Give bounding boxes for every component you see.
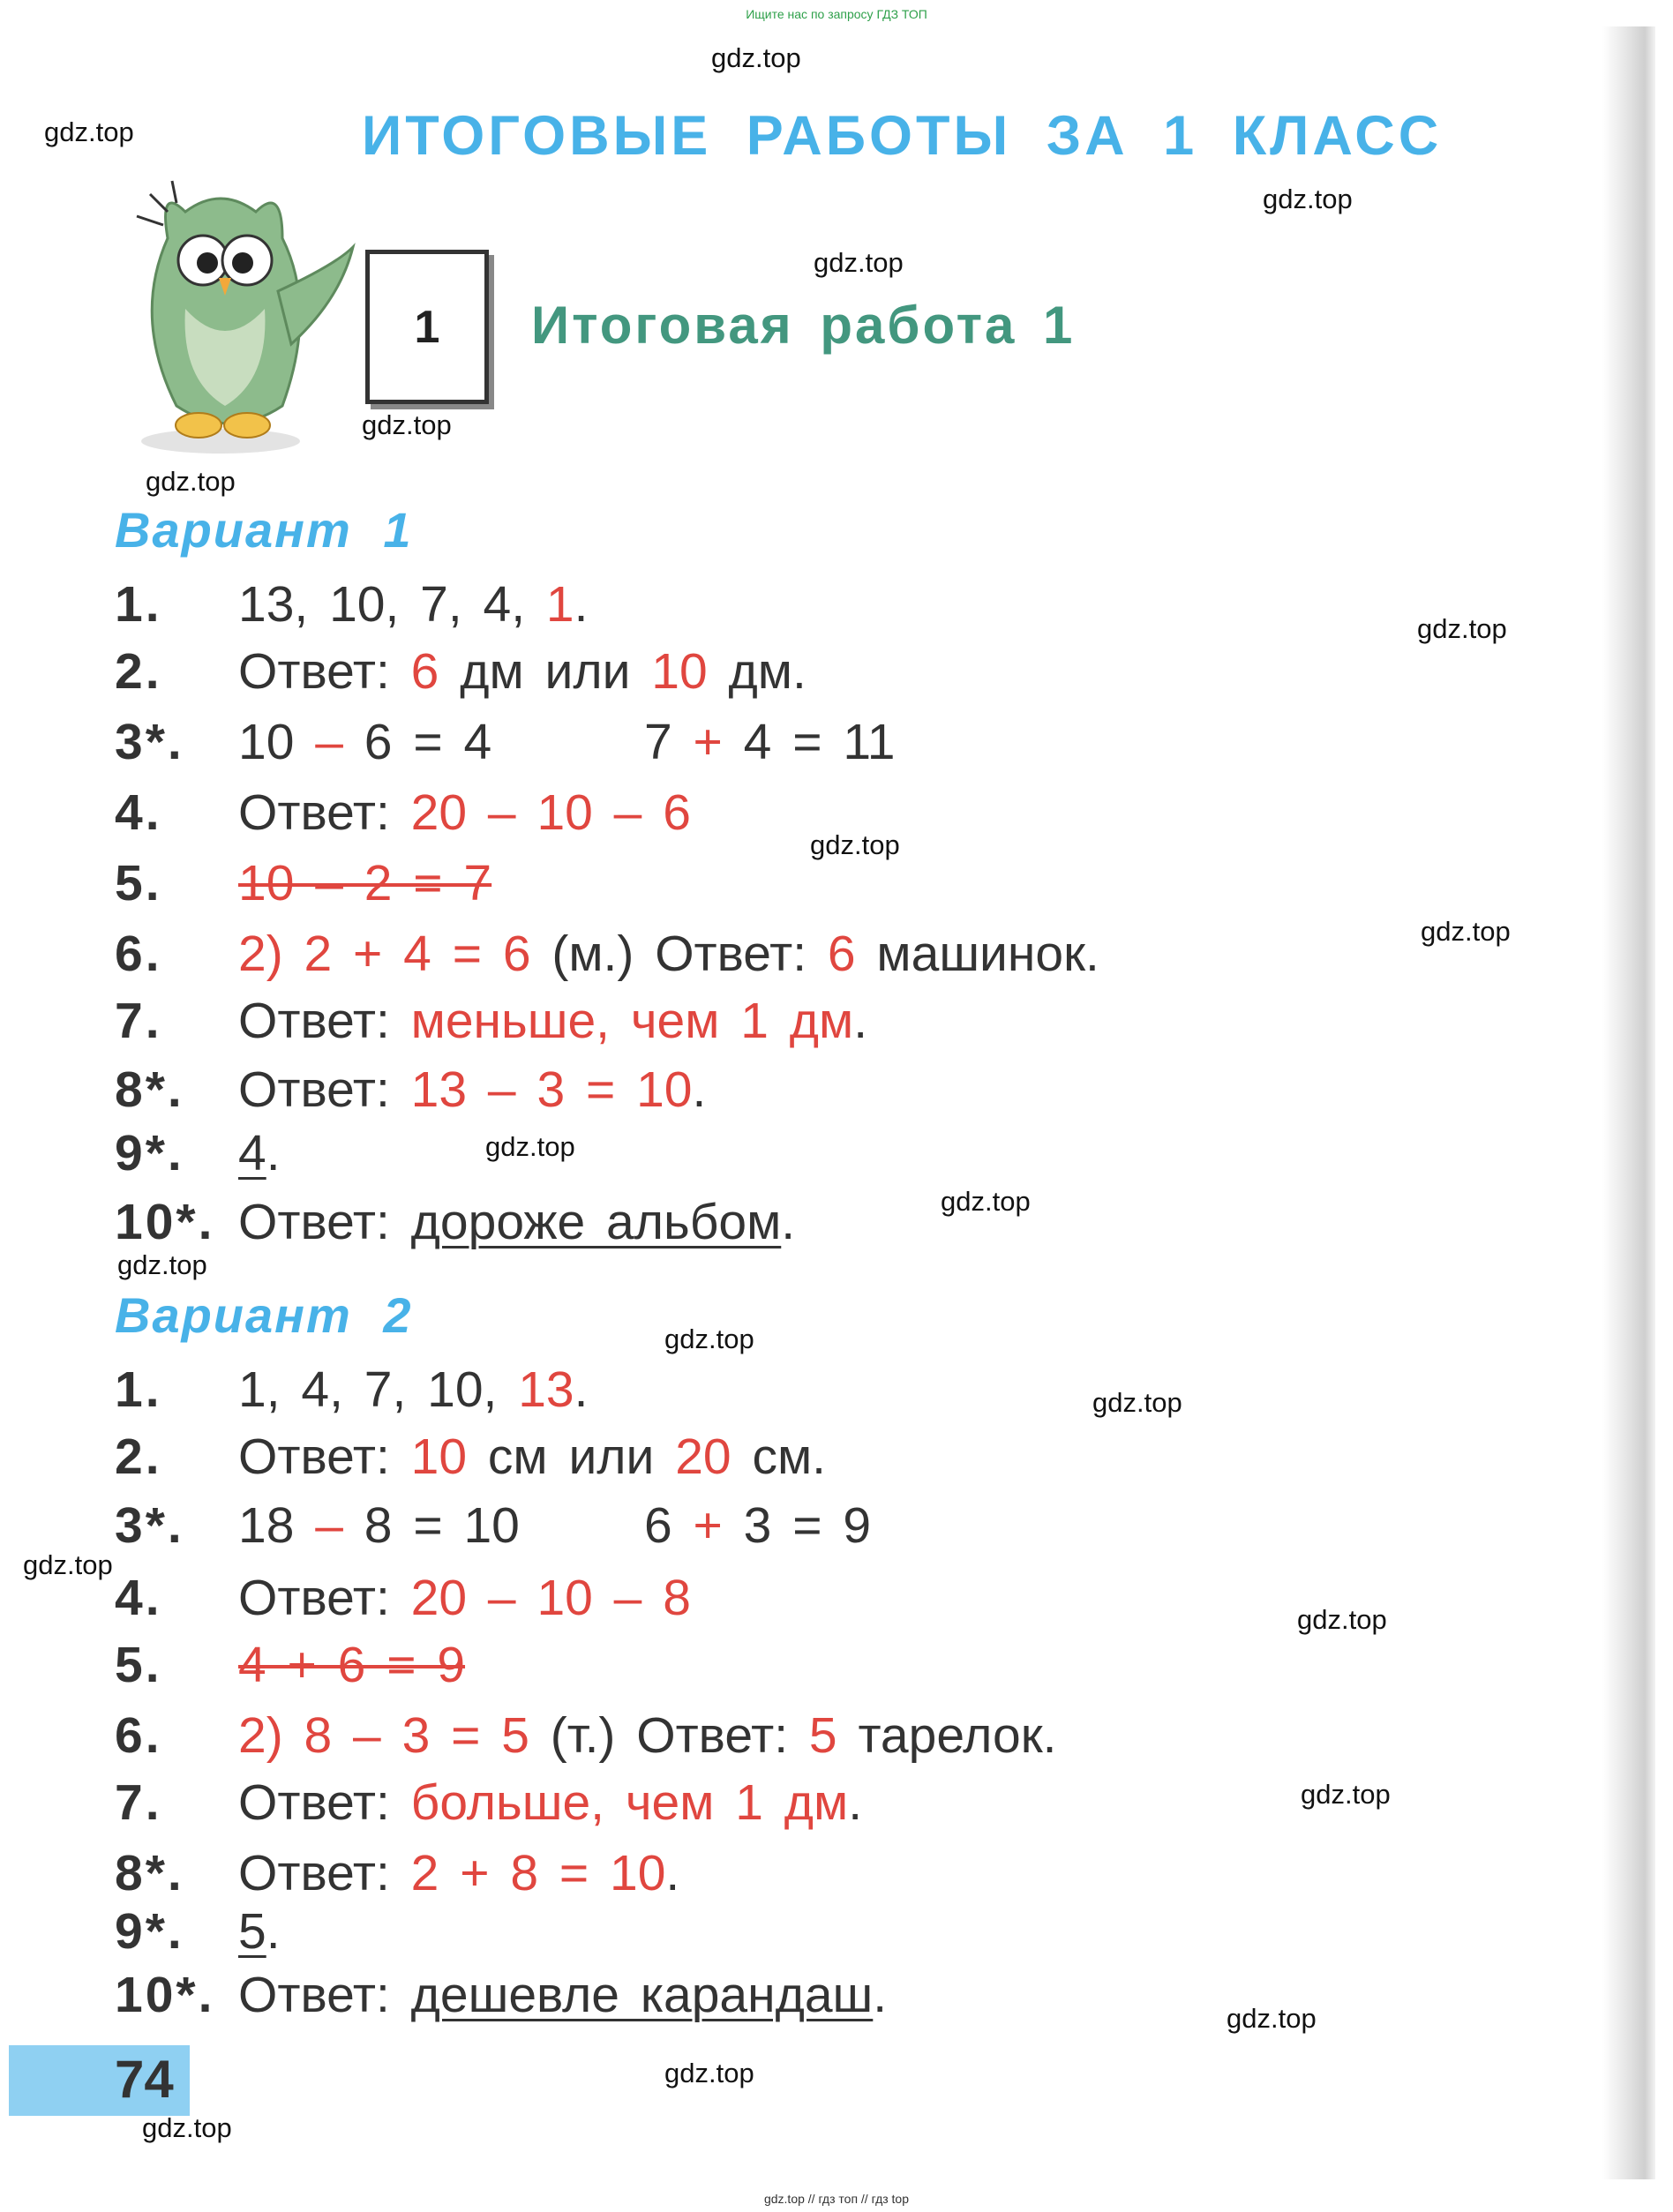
watermark: gdz.top: [146, 466, 236, 497]
answer-text: .: [781, 1194, 796, 1250]
answer-text: см.: [731, 1428, 826, 1485]
answer-text: дм или: [439, 643, 652, 700]
answer-value: 8 – 3 = 5: [282, 1707, 529, 1764]
page-title: ИТОГОВЫЕ РАБОТЫ ЗА 1 КЛАСС: [362, 105, 1443, 167]
answer-text: (м.) Ответ:: [530, 926, 828, 982]
answer-number: 5.: [115, 855, 162, 911]
answer-text: .: [873, 1967, 888, 2023]
answer-number: 9*.: [115, 1125, 184, 1181]
variant-2-title: Вариант 2: [115, 1287, 413, 1343]
answer-number: 3*.: [115, 1497, 184, 1554]
answer-text: 6: [644, 1497, 694, 1554]
answer-text: .: [848, 1774, 863, 1831]
answer-value: 6: [827, 926, 856, 982]
watermark: gdz.top: [664, 2058, 754, 2088]
watermark: gdz.top: [44, 116, 134, 147]
answer-strikethrough: 4 + 6 = 9: [238, 1637, 466, 1693]
watermark: gdz.top: [814, 247, 904, 278]
answer-number: 2.: [115, 643, 162, 700]
answer-text: дм.: [707, 643, 806, 700]
answer-number: 6.: [115, 926, 162, 982]
answer-text: 10: [238, 714, 316, 770]
watermark: gdz.top: [117, 1249, 207, 1280]
answer-value: 20: [675, 1428, 731, 1485]
answer-text: (т.) Ответ:: [529, 1707, 809, 1764]
answer-text: .: [692, 1061, 707, 1118]
answer-number: 7.: [115, 1774, 162, 1831]
watermark: gdz.top: [1092, 1387, 1182, 1418]
answer-text: 18: [238, 1497, 316, 1554]
watermark: gdz.top: [362, 409, 452, 440]
watermark: gdz.top: [810, 829, 900, 860]
answer-sign: +: [693, 1497, 723, 1554]
answer-text: 3 = 9: [722, 1497, 872, 1554]
answer-text: Ответ:: [238, 1774, 411, 1831]
answer-underlined: дороже альбом: [410, 1194, 782, 1250]
answer-text: тарелок.: [836, 1707, 1057, 1764]
watermark: gdz.top: [142, 2112, 232, 2143]
answer-number: 3*.: [115, 714, 184, 770]
answer-number: 1.: [115, 1361, 162, 1418]
watermark: gdz.top: [664, 1323, 754, 1354]
answer-number: 7.: [115, 993, 162, 1049]
page-number: 74: [115, 2050, 174, 2109]
answer-text: .: [266, 1903, 281, 1960]
work-number: 1: [414, 301, 440, 353]
watermark: gdz.top: [1297, 1604, 1387, 1635]
answer-value: 10: [410, 1428, 468, 1485]
watermark: gdz.top: [1421, 916, 1511, 947]
answer-text: 7: [644, 714, 694, 770]
answer-value: 2): [238, 1707, 283, 1764]
answer-value: 2 + 4 = 6: [282, 926, 531, 982]
answer-value: меньше, чем 1 дм: [410, 993, 854, 1049]
answer-number: 6.: [115, 1707, 162, 1764]
answer-number: 10*.: [115, 1194, 215, 1250]
answer-text: 8 = 10: [342, 1497, 520, 1554]
answer-value: 2 + 8 = 10: [410, 1845, 666, 1901]
answer-underlined: дешевле карандаш: [410, 1967, 874, 2023]
answer-text: Ответ:: [238, 1570, 411, 1626]
answer-number: 9*.: [115, 1903, 184, 1960]
answer-text: 13, 10, 7, 4,: [238, 576, 546, 633]
answer-underlined: 4: [238, 1125, 266, 1181]
answer-number: 5.: [115, 1637, 162, 1693]
answer-text: .: [665, 1845, 680, 1901]
watermark: gdz.top: [485, 1131, 575, 1162]
answer-value: 6: [410, 643, 439, 700]
answer-value: 13: [518, 1361, 574, 1418]
watermark: gdz.top: [1417, 613, 1507, 644]
answer-value: 2): [238, 926, 283, 982]
answer-text: .: [574, 1361, 589, 1418]
answer-text: Ответ:: [238, 1967, 411, 2023]
answer-value: 5: [808, 1707, 837, 1764]
answer-value: 10: [651, 643, 708, 700]
answer-text: Ответ:: [238, 1194, 411, 1250]
answer-text: Ответ:: [238, 784, 411, 841]
watermark: gdz.top: [1263, 184, 1353, 214]
answer-text: машинок.: [855, 926, 1099, 982]
answer-number: 4.: [115, 784, 162, 841]
work-number-card: [365, 250, 489, 404]
answer-text: 6 = 4: [342, 714, 492, 770]
answer-sign: –: [315, 714, 343, 770]
answer-number: 4.: [115, 1570, 162, 1626]
bottom-banner: gdz.top // гдз топ // гдз top: [763, 2192, 910, 2206]
answer-value: 13 – 3 = 10: [410, 1061, 693, 1118]
answer-text: см или: [467, 1428, 676, 1485]
answer-text: .: [574, 576, 589, 633]
answer-text: Ответ:: [238, 643, 411, 700]
watermark: gdz.top: [1227, 2003, 1317, 2034]
watermark: gdz.top: [23, 1549, 113, 1580]
answer-value: 1: [545, 576, 574, 633]
answer-number: 8*.: [115, 1061, 184, 1118]
work-title: Итоговая работа 1: [531, 296, 1076, 355]
answer-value: больше, чем 1 дм: [410, 1774, 849, 1831]
watermark: gdz.top: [711, 42, 801, 73]
answer-number: 1.: [115, 576, 162, 633]
watermark: gdz.top: [1301, 1779, 1391, 1810]
answer-value: 20 – 10 – 8: [410, 1570, 691, 1626]
answer-text: Ответ:: [238, 993, 411, 1049]
answer-sign: +: [693, 714, 723, 770]
book-spine-shadow: [1602, 26, 1655, 2179]
answer-number: 10*.: [115, 1967, 215, 2023]
watermark: gdz.top: [941, 1186, 1031, 1217]
variant-1-title: Вариант 1: [115, 502, 413, 558]
answer-text: Ответ:: [238, 1061, 411, 1118]
top-banner: Ищите нас по запросу ГДЗ ТОП: [746, 7, 927, 21]
answer-text: Ответ:: [238, 1428, 411, 1485]
answer-text: 1, 4, 7, 10,: [238, 1361, 519, 1418]
answer-text: Ответ:: [238, 1845, 411, 1901]
answer-value: 20 – 10 – 6: [410, 784, 691, 841]
answer-number: 2.: [115, 1428, 162, 1485]
answer-strikethrough: 10 – 2 = 7: [238, 855, 492, 911]
answer-sign: –: [315, 1497, 343, 1554]
answer-text: 4 = 11: [722, 714, 896, 770]
answer-number: 8*.: [115, 1845, 184, 1901]
answer-underlined: 5: [238, 1903, 266, 1960]
answer-text: .: [853, 993, 868, 1049]
answer-text: .: [266, 1125, 281, 1181]
owl-mascot-icon: [115, 176, 379, 459]
